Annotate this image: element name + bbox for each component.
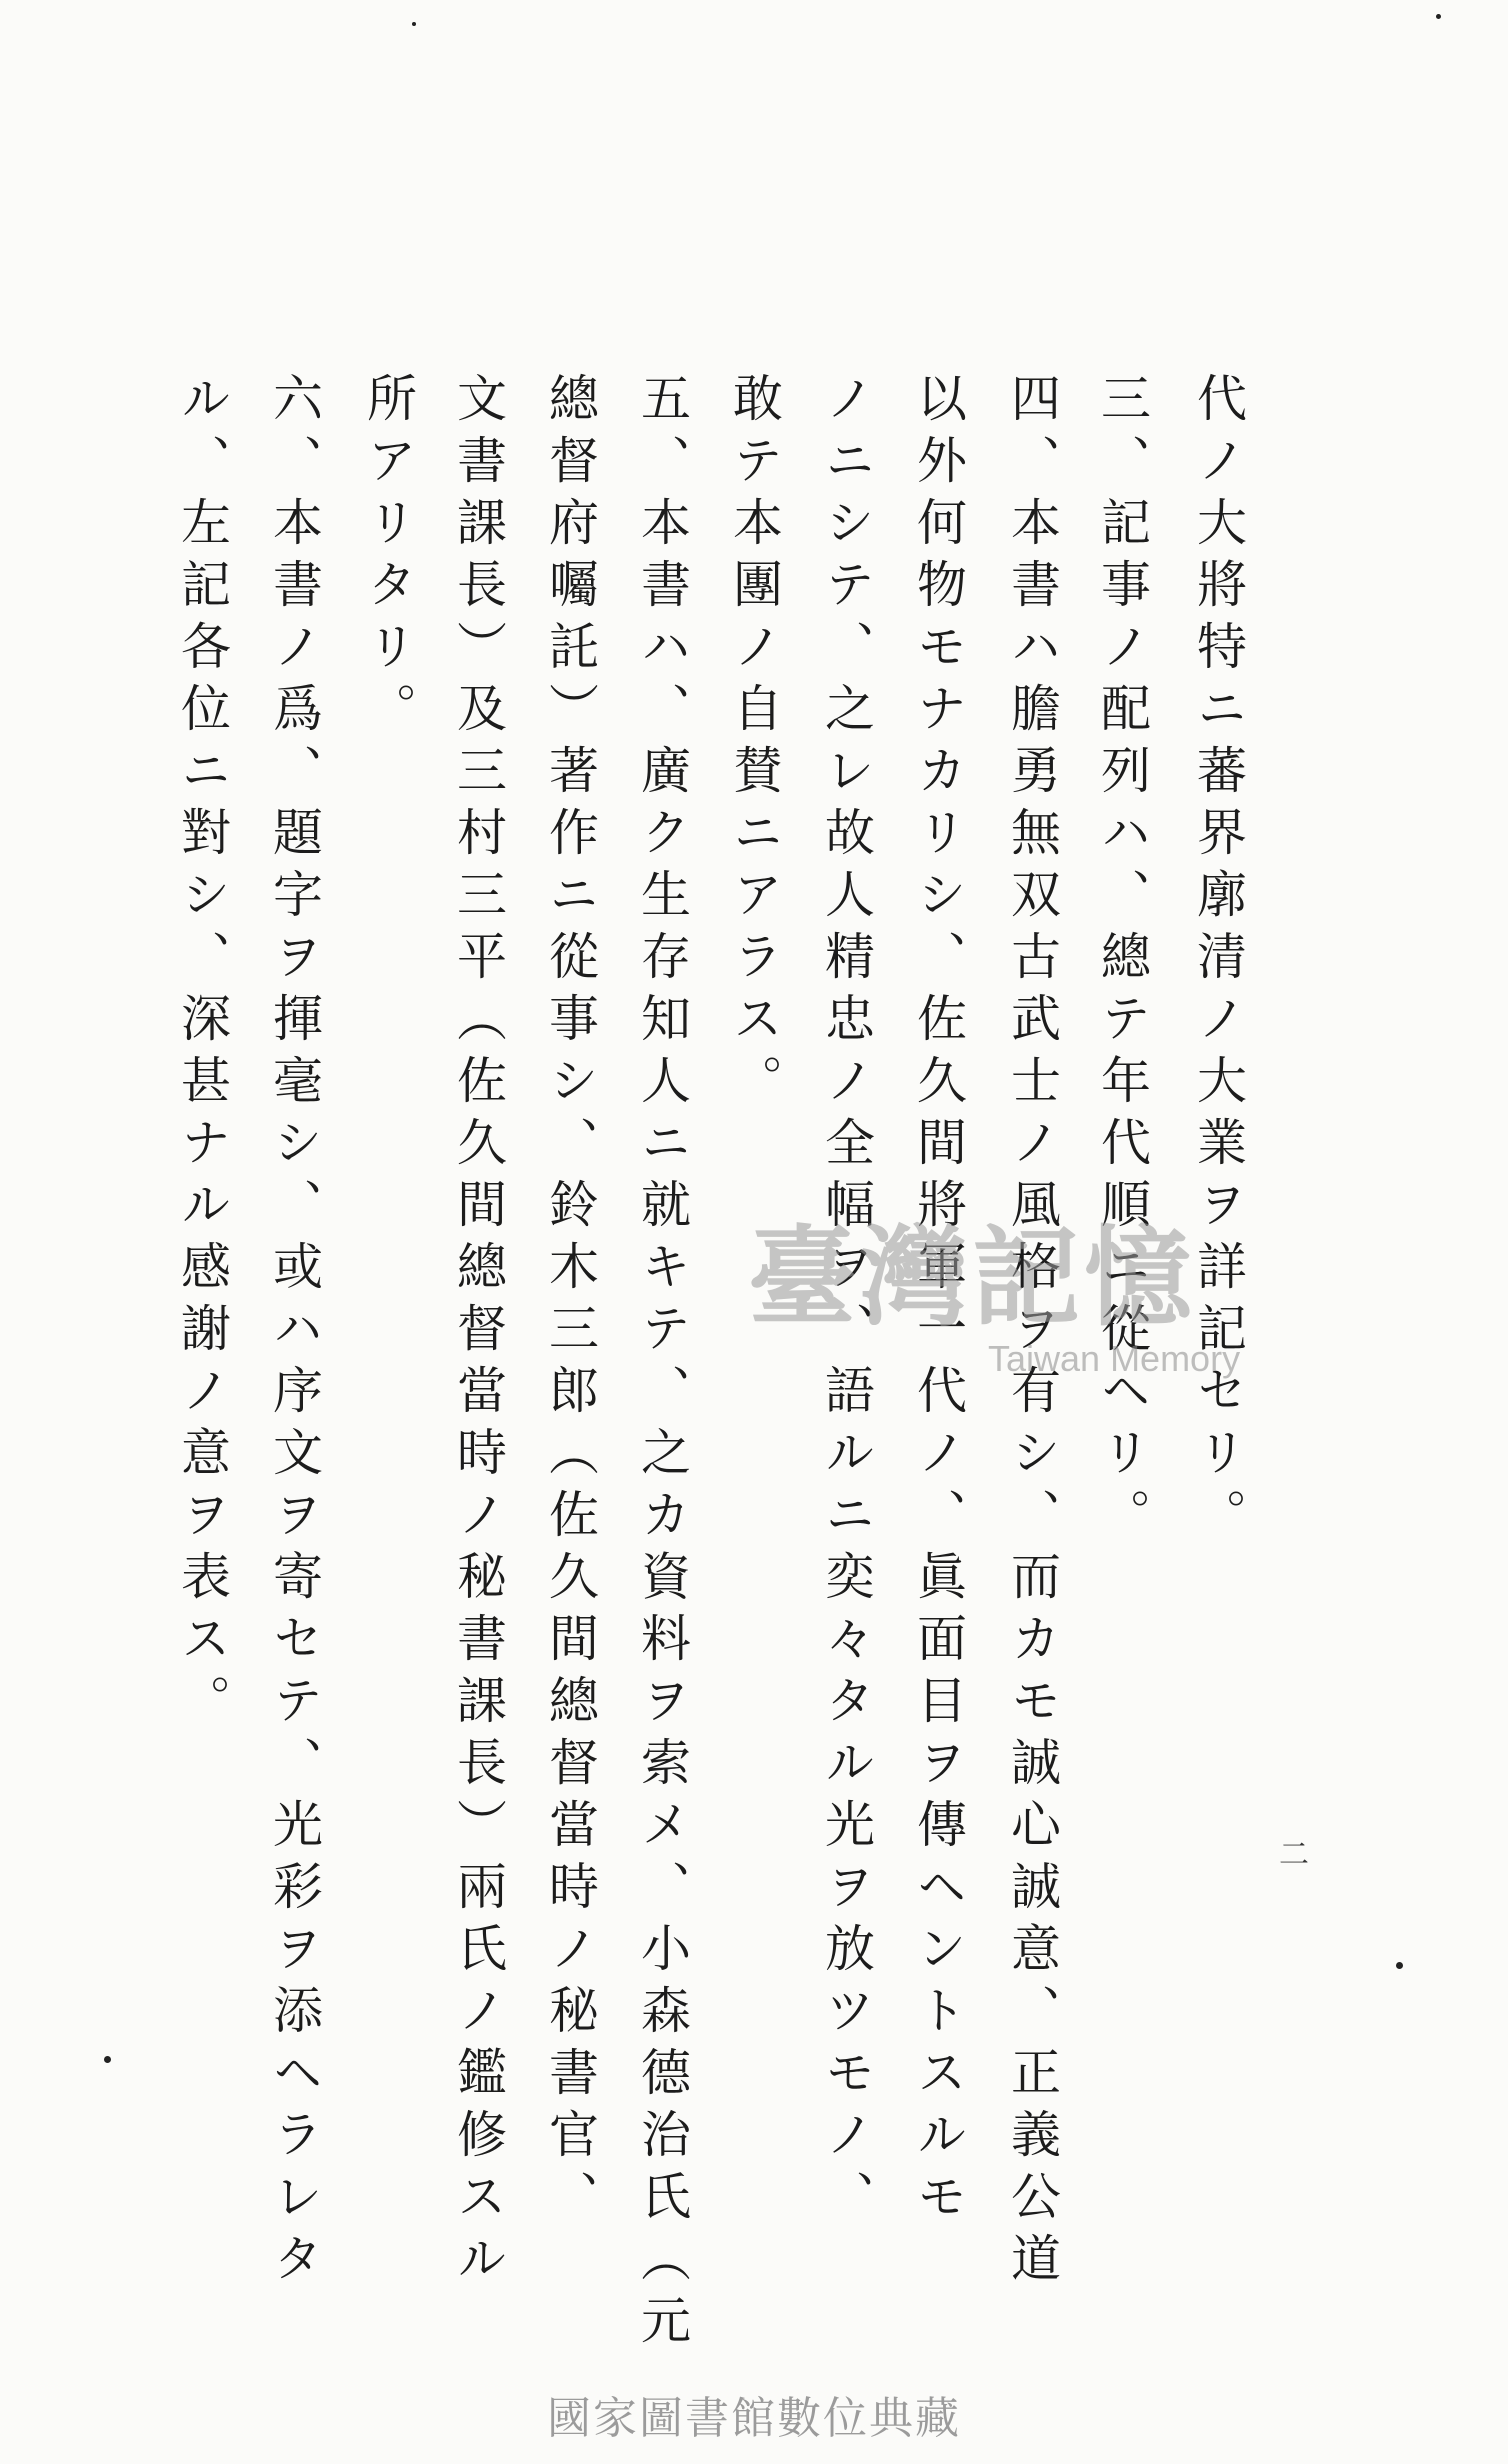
taiwan-memory-watermark	[748, 1215, 1268, 1418]
text-column-9: 文書課長）及三村三平（佐久間總督當時ノ秘書課長）兩氏ノ鑑修スル	[449, 372, 507, 2294]
text-column-6: 敢テ本團ノ自賛ニアラス。	[725, 372, 783, 1116]
text-column-7: 五、本書ハ、廣ク生存知人ニ就キテ、之カ資料ヲ索メ、小森德治氏（元	[633, 372, 691, 2356]
scan-speck	[412, 22, 416, 26]
text-column-4: 以外何物モナカリシ、佐久間將軍一代ノ、眞面目ヲ傳ヘントスルモ	[909, 372, 967, 2232]
text-column-10: 所アリタリ。	[359, 372, 417, 744]
library-footer: 國家圖書館數位典藏	[547, 2393, 961, 2444]
watermark-chinese: 臺灣記憶	[748, 1215, 1197, 1341]
text-column-5: ノニシテ、之レ故人精忠ノ全幅ヲ、語ルニ奕々タル光ヲ放ツモノ、	[817, 372, 875, 2232]
page-number: 二	[1273, 1838, 1308, 1868]
scan-speck	[1396, 1962, 1403, 1969]
scan-speck	[104, 2056, 111, 2063]
text-column-11: 六、本書ノ爲、題字ヲ揮毫シ、或ハ序文ヲ寄セテ、光彩ヲ添ヘラレタ	[265, 372, 323, 2294]
text-column-2: 三、記事ノ配列ハ、總テ年代順ニ從ヘリ。	[1093, 372, 1151, 1550]
watermark-english: Taiwan Memory	[988, 1338, 1241, 1379]
scan-speck	[1436, 14, 1441, 19]
text-column-12: ル、左記各位ニ對シ、深甚ナル感謝ノ意ヲ表ス。	[173, 372, 231, 1736]
text-column-1: 代ノ大將特ニ蕃界廓清ノ大業ヲ詳記セリ。	[1189, 372, 1247, 1550]
text-column-3: 四、本書ハ膽勇無双古武士ノ風格ヲ有シ、而カモ誠心誠意、正義公道	[1003, 372, 1061, 2294]
text-column-8: 總督府囑託）著作ニ從事シ、鈴木三郎（佐久間總督當時ノ秘書官、	[541, 372, 599, 2232]
